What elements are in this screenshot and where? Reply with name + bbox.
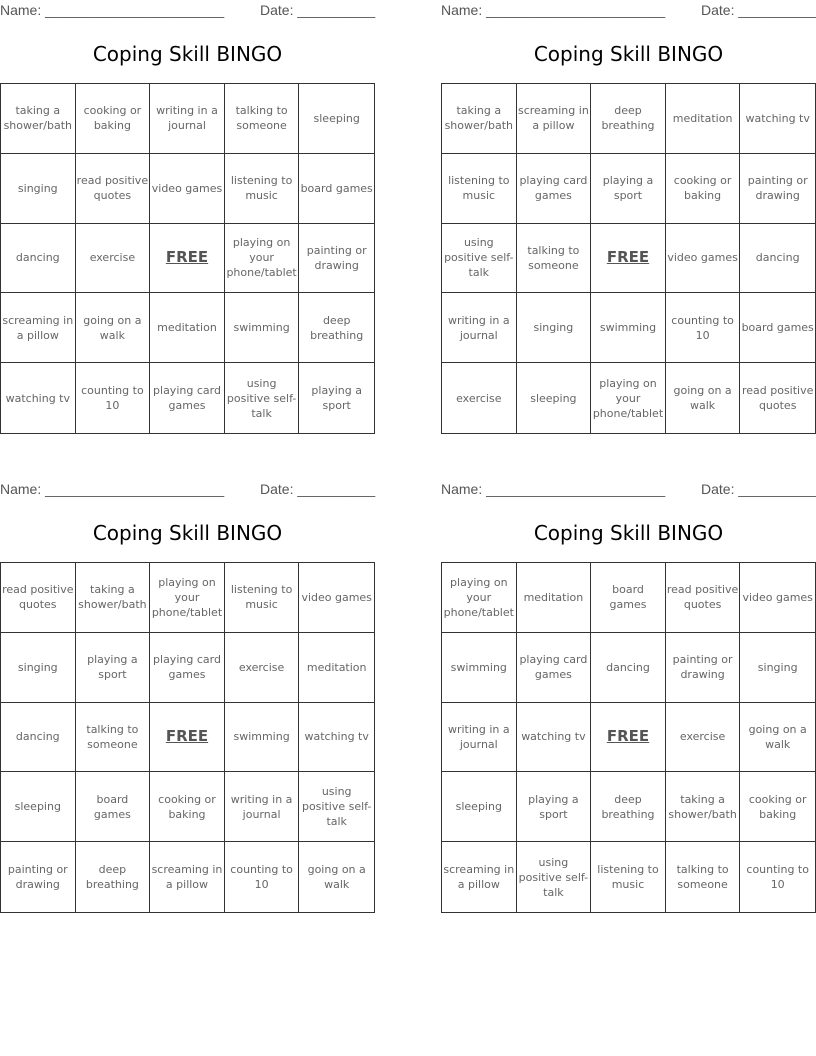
bingo-cell: cooking or baking xyxy=(76,84,151,154)
bingo-cell: playing a sport xyxy=(517,772,592,842)
bingo-cell: screaming in a pillow xyxy=(150,842,225,912)
bingo-cell: taking a shower/bath xyxy=(666,772,741,842)
bingo-cell: video games xyxy=(150,154,225,224)
bingo-cell: using positive self-talk xyxy=(299,772,374,842)
bingo-cell: meditation xyxy=(517,563,592,633)
card-title: Coping Skill BINGO xyxy=(92,42,283,66)
card-title: Coping Skill BINGO xyxy=(533,42,724,66)
name-field-label: Name: _______________________ xyxy=(0,2,225,18)
bingo-card xyxy=(441,479,816,919)
bingo-cell: taking a shower/bath xyxy=(1,84,76,154)
bingo-cell: talking to someone xyxy=(517,224,592,294)
bingo-cell: exercise xyxy=(225,633,300,703)
bingo-cell: screaming in a pillow xyxy=(1,293,76,363)
bingo-cell: sleeping xyxy=(442,772,517,842)
bingo-cell: going on a walk xyxy=(307,863,366,892)
bingo-cell: swimming xyxy=(442,633,517,703)
bingo-cell: cooking or baking xyxy=(666,154,741,224)
name-field-label: Name: _______________________ xyxy=(0,481,225,497)
bingo-cell: going on a walk xyxy=(740,703,815,773)
free-space-cell: FREE xyxy=(150,703,225,773)
free-space-cell: FREE xyxy=(150,224,225,294)
bingo-cell: dancing xyxy=(740,224,815,294)
bingo-cell: swimming xyxy=(225,703,300,773)
bingo-cell: taking a shower/bath xyxy=(76,563,151,633)
bingo-cell: dancing xyxy=(1,224,76,294)
bingo-cell: going on a walk xyxy=(666,363,741,433)
free-space-cell: FREE xyxy=(591,703,666,773)
bingo-cell: singing xyxy=(1,154,76,224)
bingo-cell: talking to someone xyxy=(666,842,741,912)
bingo-cell: meditation xyxy=(666,84,741,154)
bingo-cell: video games xyxy=(299,563,374,633)
bingo-cell: painting or drawing xyxy=(299,224,374,294)
bingo-cell: meditation xyxy=(150,293,225,363)
date-field-label: Date: __________ xyxy=(701,2,816,18)
bingo-cell: listening to music xyxy=(225,154,300,224)
bingo-cell: board games xyxy=(740,293,815,363)
bingo-cell: playing card games xyxy=(150,633,225,703)
bingo-cell: playing on your phone/tablet xyxy=(442,563,517,633)
bingo-cell: cooking or baking xyxy=(150,772,225,842)
bingo-cell: singing xyxy=(517,293,592,363)
bingo-cell: board games xyxy=(299,154,374,224)
bingo-cell: going on a walk xyxy=(76,293,151,363)
bingo-cell: listening to music xyxy=(225,563,300,633)
bingo-cell: writing in a journal xyxy=(150,84,225,154)
bingo-cell: counting to 10 xyxy=(76,363,151,433)
bingo-card xyxy=(0,0,375,440)
bingo-cell: taking a shower/bath xyxy=(442,84,517,154)
name-field-label: Name: _______________________ xyxy=(441,2,666,18)
bingo-cell: deep breathing xyxy=(591,772,666,842)
card-title: Coping Skill BINGO xyxy=(92,521,283,545)
bingo-cell: sleeping xyxy=(299,84,374,154)
bingo-cell: using positive self-talk xyxy=(442,224,517,294)
bingo-cell: playing a sport xyxy=(591,154,666,224)
bingo-cell: sleeping xyxy=(1,772,76,842)
name-date-row xyxy=(0,2,375,20)
bingo-cell: video games xyxy=(666,224,741,294)
bingo-cell: playing card games xyxy=(517,154,592,224)
bingo-cell: playing on your phone/tablet xyxy=(225,224,300,294)
bingo-cell: deep breathing xyxy=(76,842,151,912)
name-date-row xyxy=(441,2,816,20)
bingo-cell: board games xyxy=(591,563,666,633)
bingo-cell: painting or drawing xyxy=(666,633,741,703)
bingo-cell: cooking or baking xyxy=(740,772,815,842)
bingo-cell: writing in a journal xyxy=(225,772,300,842)
name-date-row xyxy=(441,481,816,499)
bingo-cell: listening to music xyxy=(442,154,517,224)
bingo-cell: playing card games xyxy=(517,633,592,703)
bingo-cell: playing a sport xyxy=(76,633,151,703)
bingo-cell: screaming in a pillow xyxy=(517,84,592,154)
bingo-cell: playing a sport xyxy=(311,384,362,413)
name-date-row xyxy=(0,481,375,499)
bingo-cell: board games xyxy=(76,772,151,842)
card-title: Coping Skill BINGO xyxy=(533,521,724,545)
bingo-cell: using positive self-talk xyxy=(225,363,300,433)
bingo-cell: watching tv xyxy=(740,84,815,154)
bingo-cell: meditation xyxy=(299,633,374,703)
bingo-cell: video games xyxy=(740,563,815,633)
bingo-cell: watching tv xyxy=(1,363,76,433)
bingo-cell: sleeping xyxy=(517,363,592,433)
bingo-cell: playing on your phone/tablet xyxy=(591,363,666,433)
bingo-grid xyxy=(441,562,816,913)
bingo-cell: deep breathing xyxy=(591,84,666,154)
bingo-cell: swimming xyxy=(591,293,666,363)
bingo-card xyxy=(441,0,816,440)
bingo-cell: singing xyxy=(1,633,76,703)
bingo-cell: playing on your phone/tablet xyxy=(150,563,225,633)
bingo-cell: swimming xyxy=(225,293,300,363)
bingo-cell: deep breathing xyxy=(299,293,374,363)
bingo-cell: counting to 10 xyxy=(225,842,300,912)
bingo-cell: exercise xyxy=(76,224,151,294)
bingo-cell: watching tv xyxy=(299,703,374,773)
bingo-cell: watching tv xyxy=(517,703,592,773)
bingo-cell: screaming in a pillow xyxy=(442,842,517,912)
bingo-cell: singing xyxy=(740,633,815,703)
bingo-cell: talking to someone xyxy=(225,84,300,154)
bingo-cell: read positive quotes xyxy=(666,563,741,633)
bingo-cell: exercise xyxy=(666,703,741,773)
bingo-cell: exercise xyxy=(442,363,517,433)
bingo-cell: counting to 10 xyxy=(666,293,741,363)
free-space-cell: FREE xyxy=(591,224,666,294)
bingo-cell: painting or drawing xyxy=(740,154,815,224)
bingo-cell: dancing xyxy=(1,703,76,773)
bingo-cell: talking to someone xyxy=(76,703,151,773)
bingo-cell: read positive quotes xyxy=(76,154,151,224)
bingo-cell: playing card games xyxy=(150,363,225,433)
bingo-cell: writing in a journal xyxy=(442,703,517,773)
bingo-grid xyxy=(0,83,375,434)
bingo-cell: listening to music xyxy=(591,842,666,912)
bingo-grid xyxy=(0,562,375,913)
bingo-cell: read positive quotes xyxy=(1,563,76,633)
bingo-cell: using positive self-talk xyxy=(517,842,592,912)
date-field-label: Date: __________ xyxy=(260,2,376,18)
date-field-label: Date: __________ xyxy=(701,481,816,497)
date-field-label: Date: __________ xyxy=(260,481,376,497)
bingo-cell: writing in a journal xyxy=(442,293,517,363)
bingo-cell: dancing xyxy=(591,633,666,703)
bingo-cell: counting to 10 xyxy=(746,863,809,892)
bingo-cell: painting or drawing xyxy=(1,842,76,912)
bingo-cell: read positive quotes xyxy=(741,384,814,413)
name-field-label: Name: _______________________ xyxy=(441,481,666,497)
bingo-grid xyxy=(441,83,816,434)
bingo-card xyxy=(0,479,375,919)
